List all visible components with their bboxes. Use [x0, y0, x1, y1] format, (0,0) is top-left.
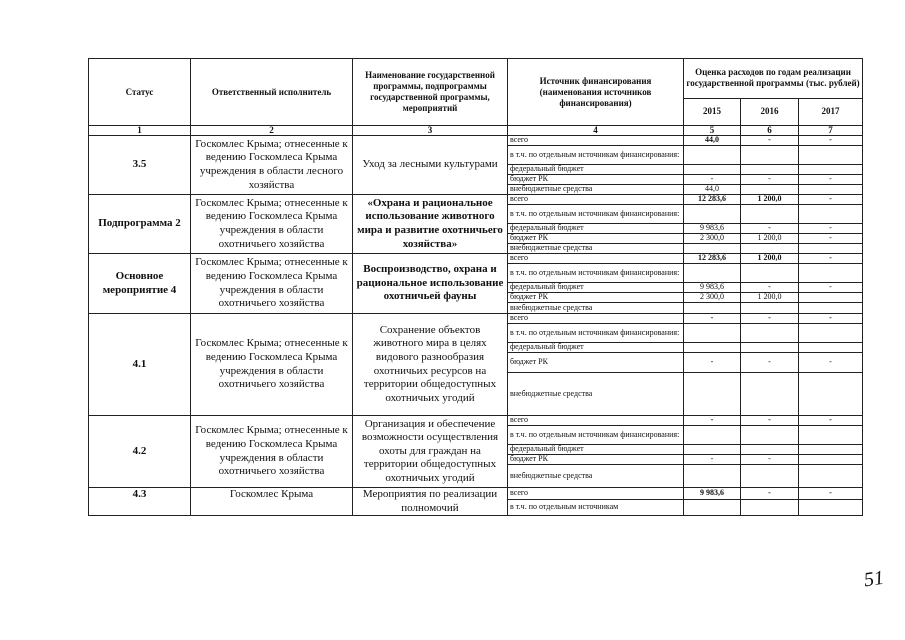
value-cell-y2017 — [799, 293, 863, 303]
source-cell: всего — [508, 136, 684, 146]
source-cell: бюджет РК — [508, 293, 684, 303]
value-cell-y2016: 1 200,0 — [741, 254, 799, 264]
value-cell-y2015 — [684, 244, 741, 254]
status-cell: 3.5 — [89, 136, 191, 195]
source-cell: внебюджетные средства — [508, 303, 684, 314]
value-cell-y2016 — [741, 146, 799, 165]
value-cell-y2016 — [741, 373, 799, 416]
value-cell-y2016: - — [741, 416, 799, 426]
budget-table — [88, 58, 863, 516]
source-cell: бюджет РК — [508, 455, 684, 465]
value-cell-y2015 — [684, 465, 741, 488]
value-cell-y2015: 9 983,6 — [684, 488, 741, 500]
source-cell: внебюджетные средства — [508, 373, 684, 416]
source-cell: в т.ч. по отдельным источникам финансирования: — [508, 146, 684, 165]
value-cell-y2017 — [799, 373, 863, 416]
value-cell-y2017 — [799, 303, 863, 314]
value-cell-y2017: - — [799, 353, 863, 373]
value-cell-y2017 — [799, 264, 863, 283]
column-numbers-row — [89, 126, 863, 136]
page-number: 51 — [862, 566, 886, 592]
status-cell: 4.3 — [89, 488, 191, 516]
value-cell-y2017: - — [799, 234, 863, 244]
value-cell-y2017: - — [799, 283, 863, 293]
value-cell-y2016 — [741, 426, 799, 445]
executor-cell: Госкомлес Крыма — [191, 488, 353, 516]
value-cell-y2015 — [684, 264, 741, 283]
executor-cell: Госкомлес Крыма; отнесенные к ведению Госкомлеса Крыма учреждения в области охотничьего хозяйства — [191, 195, 353, 254]
source-cell: в т.ч. по отдельным источникам финансирования: — [508, 426, 684, 445]
value-cell-y2015: - — [684, 455, 741, 465]
value-cell-y2016: 1 200,0 — [741, 195, 799, 205]
value-cell-y2017: - — [799, 224, 863, 234]
value-cell-y2016 — [741, 264, 799, 283]
value-cell-y2017: - — [799, 136, 863, 146]
source-cell: федеральный бюджет — [508, 343, 684, 353]
value-cell-y2015: 2 300,0 — [684, 293, 741, 303]
source-cell: федеральный бюджет — [508, 283, 684, 293]
value-cell-y2016: - — [741, 224, 799, 234]
value-cell-y2017 — [799, 343, 863, 353]
value-cell-y2015 — [684, 303, 741, 314]
value-cell-y2016 — [741, 303, 799, 314]
source-cell: всего — [508, 488, 684, 500]
value-cell-y2017 — [799, 426, 863, 445]
program-name-cell: Мероприятия по реализации полномочий — [353, 488, 508, 516]
value-cell-y2015 — [684, 426, 741, 445]
column-number: 5 — [684, 126, 741, 136]
value-cell-y2015: - — [684, 314, 741, 324]
header-year: 2017 — [799, 98, 863, 125]
value-cell-y2016 — [741, 465, 799, 488]
value-cell-y2017: - — [799, 314, 863, 324]
source-cell: федеральный бюджет — [508, 445, 684, 455]
value-cell-y2016 — [741, 244, 799, 254]
value-cell-y2015: 9 983,6 — [684, 224, 741, 234]
executor-cell: Госкомлес Крыма; отнесенные к ведению Госкомлеса Крыма учреждения в области охотничьего хозяйства — [191, 254, 353, 314]
program-name-cell: Воспроизводство, охрана и рациональное использование охотничьей фауны — [353, 254, 508, 314]
value-cell-y2015: - — [684, 353, 741, 373]
value-cell-y2015 — [684, 324, 741, 343]
value-cell-y2016: - — [741, 455, 799, 465]
value-cell-y2016: - — [741, 488, 799, 500]
status-cell: 4.2 — [89, 416, 191, 488]
value-cell-y2017: - — [799, 488, 863, 500]
value-cell-y2015: 12 283,6 — [684, 195, 741, 205]
value-cell-y2015: 44,0 — [684, 185, 741, 195]
executor-cell: Госкомлес Крыма; отнесенные к ведению Госкомлеса Крыма учреждения в области охотничьего хозяйства — [191, 416, 353, 488]
value-cell-y2016 — [741, 185, 799, 195]
header-costs: Оценка расходов по годам реализации государственной программы (тыс. рублей) — [684, 59, 863, 99]
executor-cell: Госкомлес Крыма; отнесенные к ведению Госкомлеса Крыма учреждения в области охотничьего хозяйства — [191, 314, 353, 416]
source-cell: бюджет РК — [508, 234, 684, 244]
value-cell-y2016: - — [741, 283, 799, 293]
value-cell-y2015: - — [684, 416, 741, 426]
table-header — [89, 59, 863, 126]
value-cell-y2017 — [799, 146, 863, 165]
value-cell-y2015: 12 283,6 — [684, 254, 741, 264]
value-cell-y2016: 1 200,0 — [741, 234, 799, 244]
value-cell-y2017: - — [799, 254, 863, 264]
source-cell: в т.ч. по отдельным источникам финансирования: — [508, 205, 684, 224]
column-number: 1 — [89, 126, 191, 136]
value-cell-y2017 — [799, 205, 863, 224]
value-cell-y2017 — [799, 324, 863, 343]
program-name-cell: Уход за лесными культурами — [353, 136, 508, 195]
value-cell-y2017: - — [799, 175, 863, 185]
value-cell-y2016 — [741, 165, 799, 175]
status-cell: Подпрограмма 2 — [89, 195, 191, 254]
executor-cell: Госкомлес Крыма; отнесенные к ведению Госкомлеса Крыма учреждения в области лесного хозяйства — [191, 136, 353, 195]
value-cell-y2017 — [799, 165, 863, 175]
status-cell: 4.1 — [89, 314, 191, 416]
source-cell: бюджет РК — [508, 353, 684, 373]
value-cell-y2015 — [684, 343, 741, 353]
value-cell-y2015 — [684, 205, 741, 224]
value-cell-y2016: 1 200,0 — [741, 293, 799, 303]
table-row — [89, 416, 863, 426]
source-cell: всего — [508, 254, 684, 264]
value-cell-y2016 — [741, 445, 799, 455]
header-program-name: Наименование государственной программы, подпрограммы государственной программы, мероприятий — [353, 59, 508, 126]
value-cell-y2015 — [684, 445, 741, 455]
source-cell: внебюджетные средства — [508, 244, 684, 254]
value-cell-y2015: - — [684, 175, 741, 185]
table-row — [89, 136, 863, 146]
value-cell-y2015 — [684, 146, 741, 165]
value-cell-y2017 — [799, 445, 863, 455]
value-cell-y2015 — [684, 165, 741, 175]
header-year: 2016 — [741, 98, 799, 125]
source-cell: всего — [508, 314, 684, 324]
value-cell-y2017 — [799, 185, 863, 195]
table-body — [89, 126, 863, 516]
value-cell-y2016: - — [741, 353, 799, 373]
column-number: 7 — [799, 126, 863, 136]
value-cell-y2017 — [799, 455, 863, 465]
value-cell-y2015: 44,0 — [684, 136, 741, 146]
header-status: Статус — [89, 59, 191, 126]
value-cell-y2015 — [684, 499, 741, 515]
value-cell-y2015: 9 983,6 — [684, 283, 741, 293]
source-cell: в т.ч. по отдельным источникам финансирования: — [508, 324, 684, 343]
value-cell-y2017 — [799, 499, 863, 515]
source-cell: внебюджетные средства — [508, 465, 684, 488]
value-cell-y2017 — [799, 465, 863, 488]
value-cell-y2016: - — [741, 314, 799, 324]
status-cell: Основное мероприятие 4 — [89, 254, 191, 314]
value-cell-y2016 — [741, 499, 799, 515]
source-cell: в т.ч. по отдельным источникам — [508, 499, 684, 515]
source-cell: внебюджетные средства — [508, 185, 684, 195]
source-cell: всего — [508, 416, 684, 426]
column-number: 2 — [191, 126, 353, 136]
table-row — [89, 488, 863, 500]
value-cell-y2017: - — [799, 416, 863, 426]
value-cell-y2016 — [741, 324, 799, 343]
header-source: Источник финансирования (наименования источников финансирования) — [508, 59, 684, 126]
value-cell-y2016 — [741, 205, 799, 224]
value-cell-y2017 — [799, 244, 863, 254]
column-number: 4 — [508, 126, 684, 136]
header-year: 2015 — [684, 98, 741, 125]
value-cell-y2015 — [684, 373, 741, 416]
table-row — [89, 314, 863, 324]
program-name-cell: «Охрана и рациональное использование животного мира и развитие охотничьего хозяйства» — [353, 195, 508, 254]
value-cell-y2016: - — [741, 136, 799, 146]
source-cell: федеральный бюджет — [508, 224, 684, 234]
table-row — [89, 254, 863, 264]
source-cell: всего — [508, 195, 684, 205]
value-cell-y2015: 2 300,0 — [684, 234, 741, 244]
program-name-cell: Сохранение объектов животного мира в целях видового разнообразия охотничьих ресурсов на территории общедоступных охотничьих угодий — [353, 314, 508, 416]
source-cell: в т.ч. по отдельным источникам финансирования: — [508, 264, 684, 283]
program-name-cell: Организация и обеспечение возможности осуществления охоты для граждан на территории общедоступных охотничьих угодий — [353, 416, 508, 488]
table-row — [89, 195, 863, 205]
value-cell-y2016 — [741, 343, 799, 353]
column-number: 6 — [741, 126, 799, 136]
value-cell-y2016: - — [741, 175, 799, 185]
source-cell: бюджет РК — [508, 175, 684, 185]
value-cell-y2017: - — [799, 195, 863, 205]
column-number: 3 — [353, 126, 508, 136]
source-cell: федеральный бюджет — [508, 165, 684, 175]
header-executor: Ответственный исполнитель — [191, 59, 353, 126]
